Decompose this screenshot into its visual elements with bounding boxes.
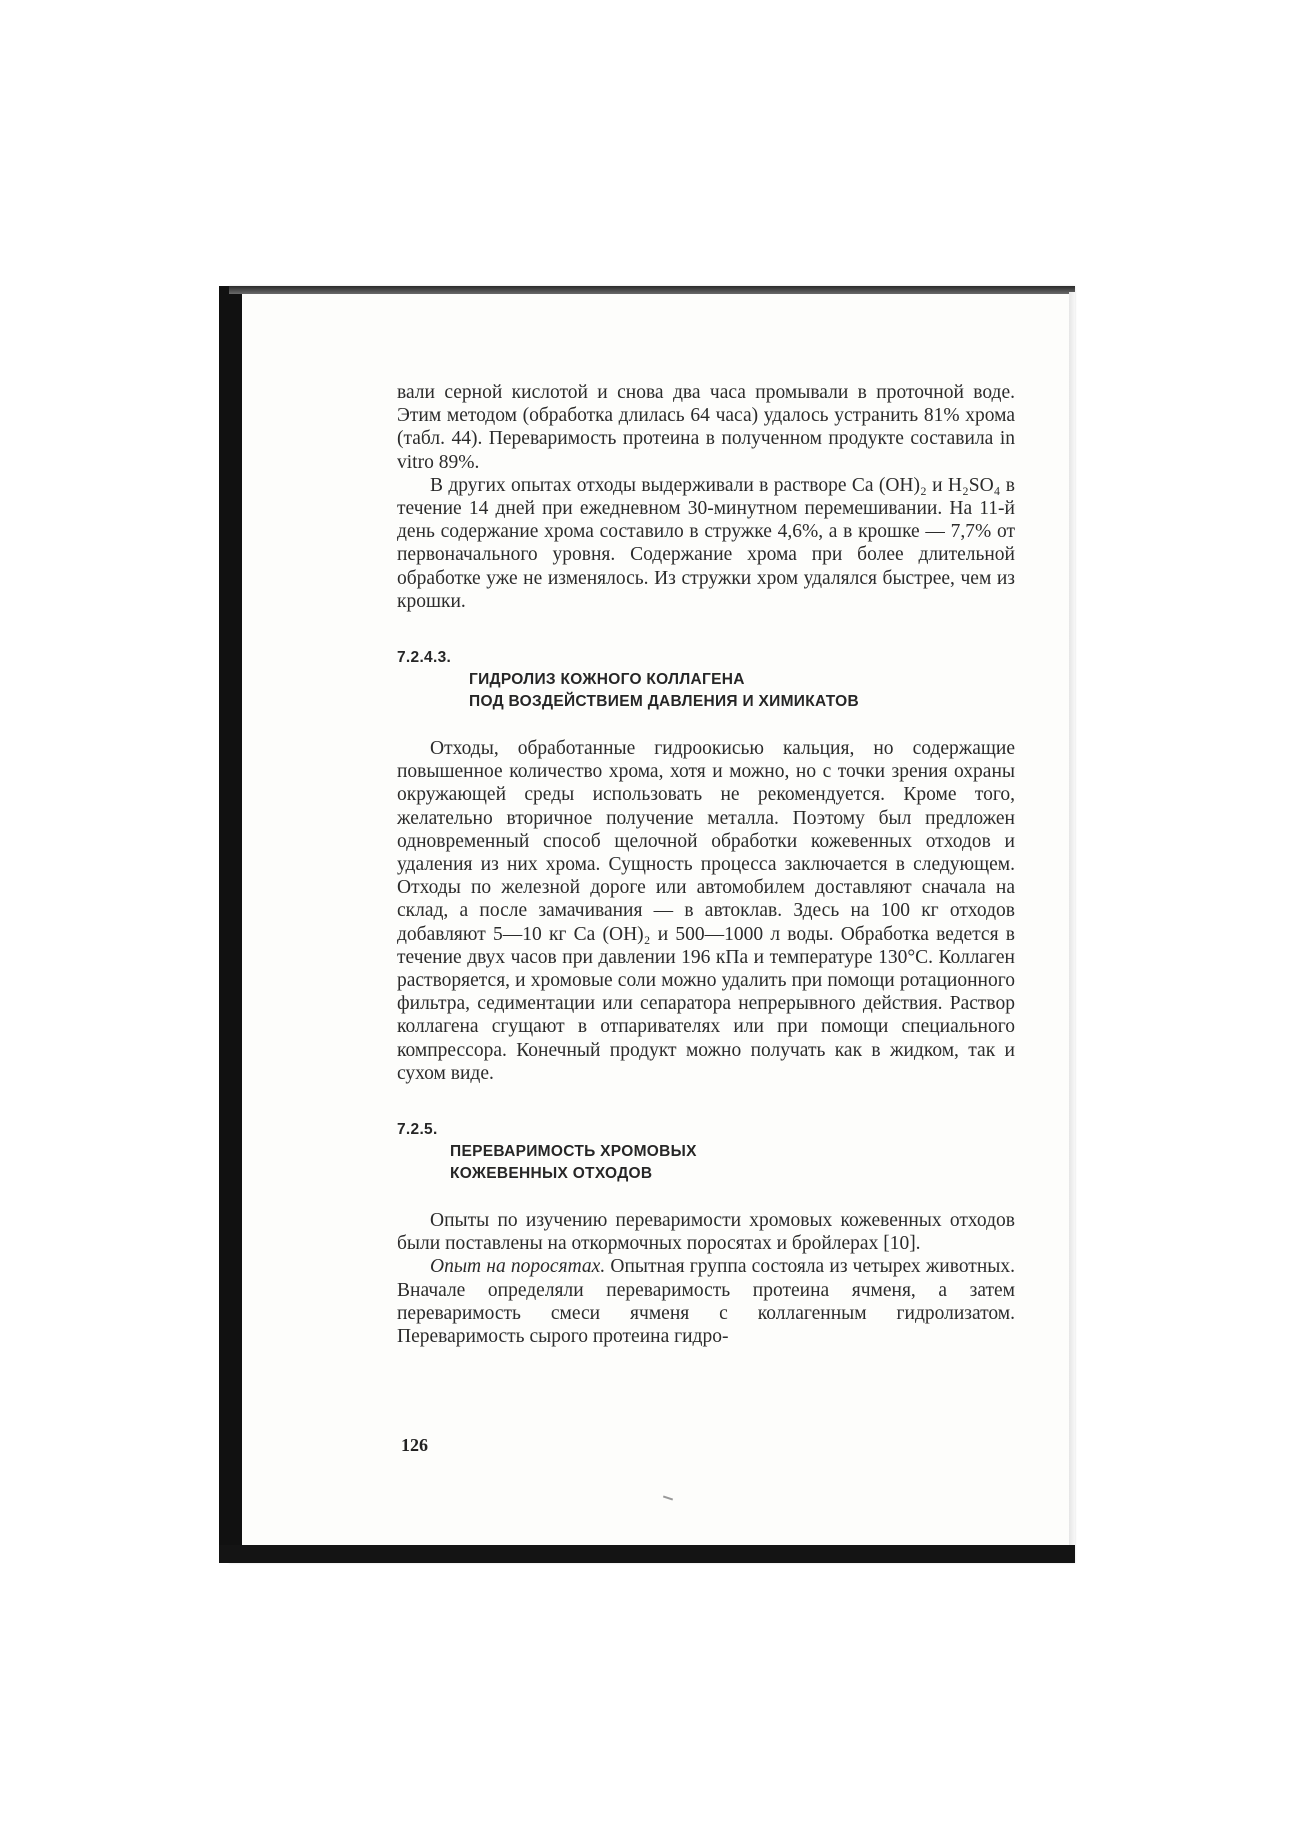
paragraph: Отходы, обработанные гидроокисью кальция, но содержащие повышенное количество хрома, хотя и можно, но с точки зрения охраны окружающей среды использовать не рекомендуется. Кроме того, желательно вторичное получение металла. Поэтому был предложен одновременный способ щелочной обработки кожевенных отходов и удаления из них хрома. Сущность процесса заключается в следующем. Отходы по железной дороге или автомобилем доставляют сначала на склад, а после замачивания — в автоклав. Здесь на 100 кг отходов добавляют 5—10 кг Ca (OH)₂ и 500—1000 л воды. Обработка ведется в течение двух часов при давлении 196 кПа и температуре 130°С. Коллаген растворяется, и хромовые соли можно удалить при помощи ротационного фильтра, седиментации или сепаратора непрерывного действия. Раствор коллагена сгущают в отпаривателях или при помощи специального компрессора. Конечный продукт можно получать как в жидком, так и сухом виде.	[397, 738, 1015, 1084]
page-right-edge	[1069, 292, 1075, 1563]
paragraph-text: Опытная группа состояла из четырех животных. Вначале определяли переваримость протеина ячменя, а затем переваримость смеси ячменя с коллагенным гидролизатом. Переваримость сырого протеина гидро-	[397, 1256, 1015, 1348]
italic-lead: Опыт на поросятах.	[430, 1256, 606, 1278]
section-title-line: ГИДРОЛИЗ КОЖНОГО КОЛЛАГЕНА	[469, 671, 745, 689]
section-title-line: КОЖЕВЕННЫХ ОТХОДОВ	[450, 1165, 653, 1183]
section-heading-7-2-4-3: 7.2.4.3. ГИДРОЛИЗ КОЖНОГО КОЛЛАГЕНА ПОД ВОЗДЕЙСТВИЕМ ДАВЛЕНИЯ И ХИМИКАТОВ	[397, 647, 1015, 713]
page-text	[397, 381, 1015, 1348]
page-binding-shadow	[219, 286, 242, 1563]
page-number: 126	[401, 1435, 428, 1455]
paragraph-continuation: вали серной кислотой и снова два часа промывали в проточной воде. Этим методом (обработка длилась 64 часа) удалось устранить 81% хрома (табл. 44). Переваримость протеина в полученном продукте составила in vitro 89%.	[397, 382, 1015, 473]
paragraph: В других опытах отходы выдерживали в растворе Ca (OH)₂ и H₂SO₄ в течение 14 дней при ежедневном 30-минутном перемешивании. На 11-й день содержание хрома составило в стружке 4,6%, а в крошке — 7,7% от первоначального уровня. Содержание хрома при более длительной обработке уже не изменялось. Из стружки хром удалялся быстрее, чем из крошки.	[397, 474, 1015, 612]
page-bottom-shadow	[219, 1545, 1075, 1563]
paragraph	[397, 1255, 1015, 1348]
section-title-line: ПЕРЕВАРИМОСТЬ ХРОМОВЫХ	[450, 1143, 697, 1161]
section-title-line: ПОД ВОЗДЕЙСТВИЕМ ДАВЛЕНИЯ И ХИМИКАТОВ	[469, 693, 859, 711]
paragraph: Опыты по изучению переваримости хромовых кожевенных отходов были поставлены на откормочных поросятах и бройлерах [10].	[397, 1210, 1015, 1255]
page-top-shadow	[229, 286, 1075, 294]
section-heading-7-2-5: 7.2.5. ПЕРЕВАРИМОСТЬ ХРОМОВЫХ КОЖЕВЕННЫХ ОТХОДОВ	[397, 1119, 1015, 1185]
